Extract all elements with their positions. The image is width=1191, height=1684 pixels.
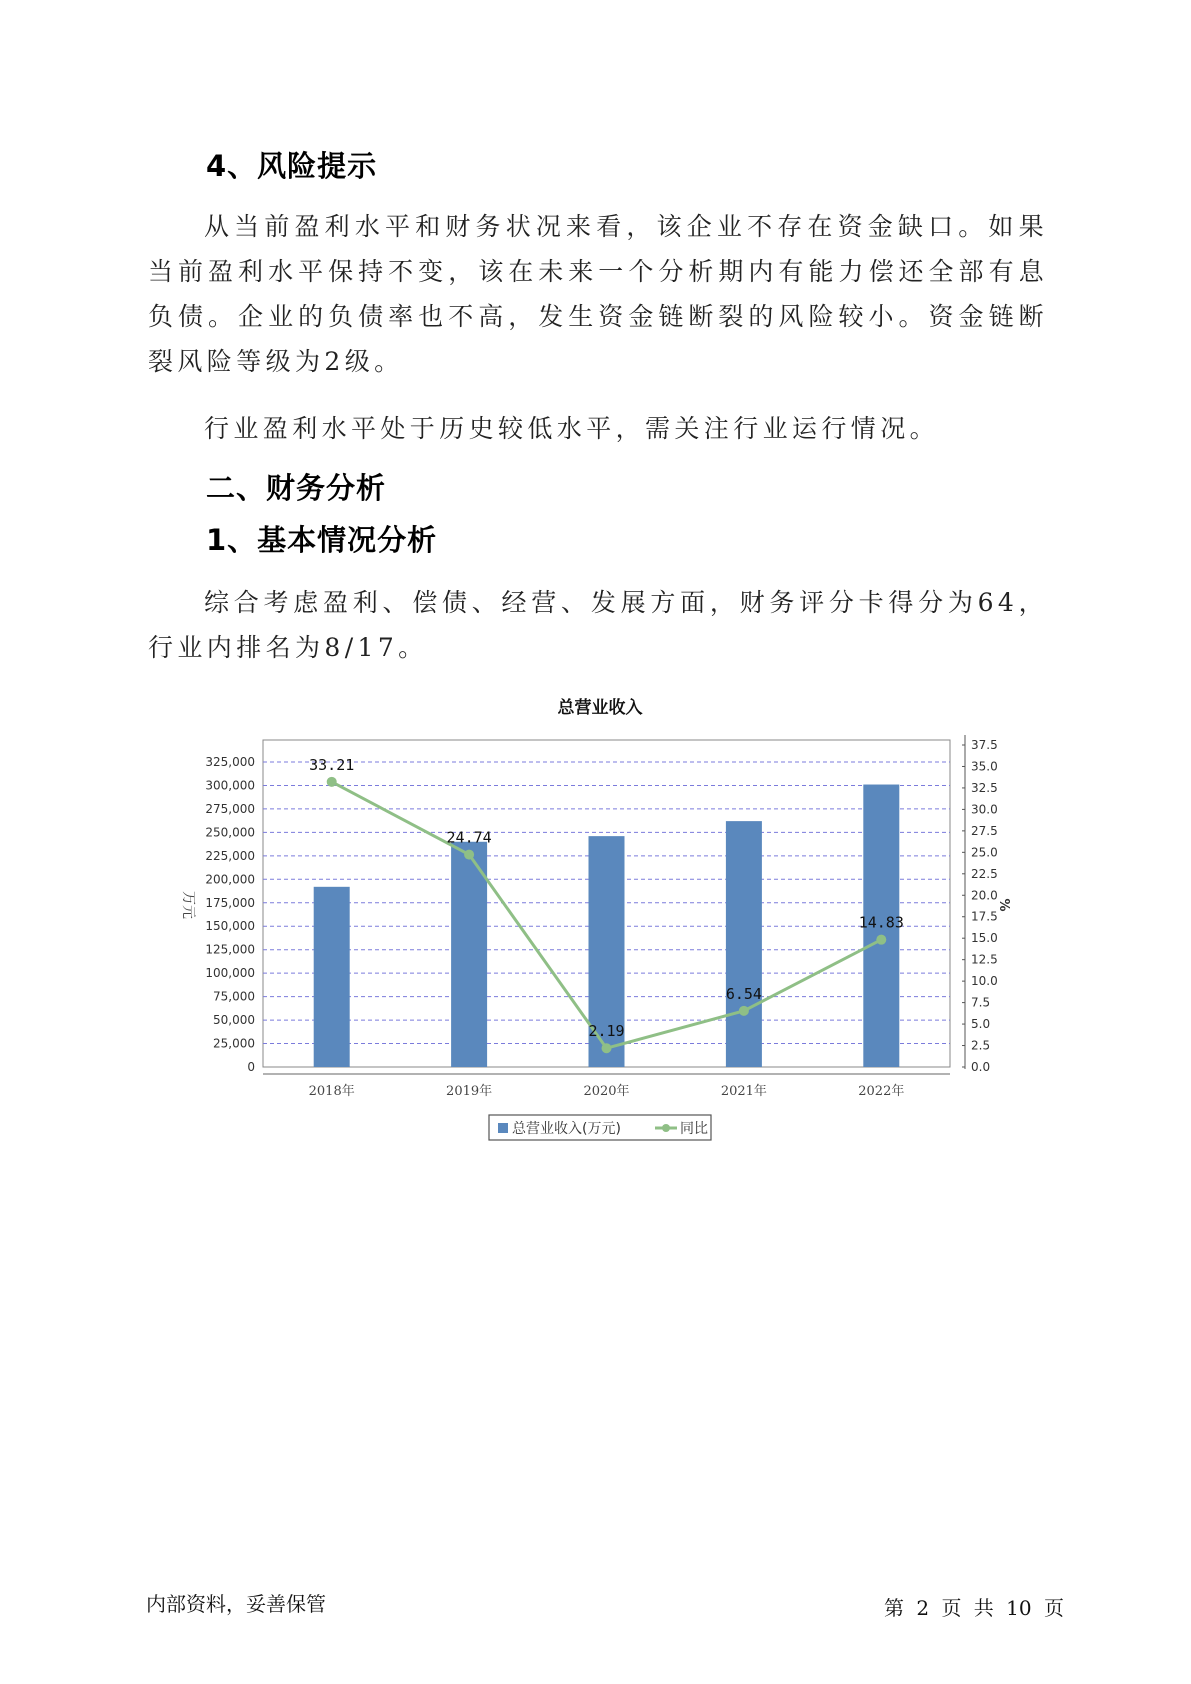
y-tick-label: 175,000 xyxy=(205,895,255,910)
left-axis xyxy=(205,755,255,1074)
section-heading-risk: 4、风险提示 xyxy=(206,149,378,183)
y-tick-label: 325,000 xyxy=(205,755,255,769)
y2-tick-label: 17.5 xyxy=(971,909,998,924)
legend-line-marker xyxy=(662,1124,670,1132)
y2-tick-label: 35.0 xyxy=(971,759,998,774)
y-tick-label: 100,000 xyxy=(205,966,255,981)
x-tick-label: 2020年 xyxy=(583,1084,630,1099)
yoy-point xyxy=(464,850,474,860)
y-tick-label: 25,000 xyxy=(213,1036,255,1051)
revenue-bar xyxy=(726,821,762,1067)
y2-tick-label: 12.5 xyxy=(971,952,998,967)
y2-tick-label: 22.5 xyxy=(971,866,998,881)
section-heading-finance: 二、财务分析 xyxy=(206,471,387,505)
x-tick-label: 2022年 xyxy=(858,1084,905,1099)
yoy-point xyxy=(876,935,886,945)
revenue-bar xyxy=(451,842,487,1067)
y-tick-label: 275,000 xyxy=(205,801,255,816)
y2-tick-label: 0.0 xyxy=(971,1060,991,1074)
legend-line-label: 同比 xyxy=(680,1121,708,1137)
chart-title: 总营业收入 xyxy=(557,698,643,718)
x-tick-label: 2019年 xyxy=(446,1084,493,1099)
y2-tick-label: 7.5 xyxy=(971,995,991,1010)
y2-tick-label: 30.0 xyxy=(971,802,998,817)
yoy-data-label: 14.83 xyxy=(858,913,904,932)
y2-tick-label: 32.5 xyxy=(971,780,998,795)
y-tick-label: 150,000 xyxy=(205,919,255,934)
footer-confidential: 内部资料，妥善保管 xyxy=(146,1592,326,1616)
x-tick-label: 2018年 xyxy=(308,1084,355,1099)
y2-tick-label: 37.5 xyxy=(971,738,998,752)
y-tick-label: 0 xyxy=(247,1060,255,1074)
y-tick-label: 225,000 xyxy=(205,848,255,863)
y2-axis-label: % xyxy=(996,898,1011,912)
yoy-data-label: 6.54 xyxy=(725,984,762,1003)
yoy-point xyxy=(602,1043,612,1053)
y-tick-label: 125,000 xyxy=(205,942,255,957)
revenue-chart-svg xyxy=(148,690,1048,1150)
yoy-point xyxy=(327,777,337,787)
legend-bar-label: 总营业收入(万元) xyxy=(512,1121,621,1137)
yoy-data-label: 33.21 xyxy=(309,755,355,774)
revenue-bar xyxy=(314,887,350,1067)
y2-tick-label: 15.0 xyxy=(971,931,998,946)
y2-tick-label: 20.0 xyxy=(971,888,998,903)
legend-bar-swatch xyxy=(498,1123,508,1133)
y2-tick-label: 25.0 xyxy=(971,845,998,860)
yoy-data-label: 2.19 xyxy=(588,1022,625,1041)
x-axis xyxy=(263,1074,950,1099)
y2-tick-label: 5.0 xyxy=(971,1017,991,1032)
revenue-chart xyxy=(148,690,1048,1150)
chart-legend xyxy=(489,1115,711,1140)
y-tick-label: 300,000 xyxy=(205,778,255,793)
y2-tick-label: 27.5 xyxy=(971,823,998,838)
industry-paragraph: 行业盈利水平处于历史较低水平，需关注行业运行情况。 xyxy=(204,414,940,443)
right-axis xyxy=(962,735,998,1074)
y2-tick-label: 10.0 xyxy=(971,974,998,989)
risk-paragraph: 从当前盈利水平和财务状况来看，该企业不存在资金缺口。如果当前盈利水平保持不变，该在未来一个分析期内有能力偿还全部有息负债。企业的负债率也不高，发生资金链断裂的风险较小。资金链断裂风险等级为2级。 xyxy=(148,212,1048,376)
yoy-point xyxy=(739,1006,749,1016)
y2-tick-label: 2.5 xyxy=(971,1038,991,1053)
y-tick-label: 75,000 xyxy=(213,989,255,1004)
footer-page-number: 第 2 页 共 10 页 xyxy=(884,1596,1064,1620)
y-axis-label: 万元 xyxy=(180,891,196,919)
y-tick-label: 250,000 xyxy=(205,825,255,840)
section-heading-basic: 1、基本情况分析 xyxy=(206,523,438,557)
basic-paragraph: 综合考虑盈利、偿债、经营、发展方面，财务评分卡得分为64，行业内排名为8/17。 xyxy=(148,588,1048,662)
y-tick-label: 50,000 xyxy=(213,1013,255,1028)
yoy-data-label: 24.74 xyxy=(446,828,492,847)
x-tick-label: 2021年 xyxy=(720,1084,767,1099)
y-tick-label: 200,000 xyxy=(205,872,255,887)
